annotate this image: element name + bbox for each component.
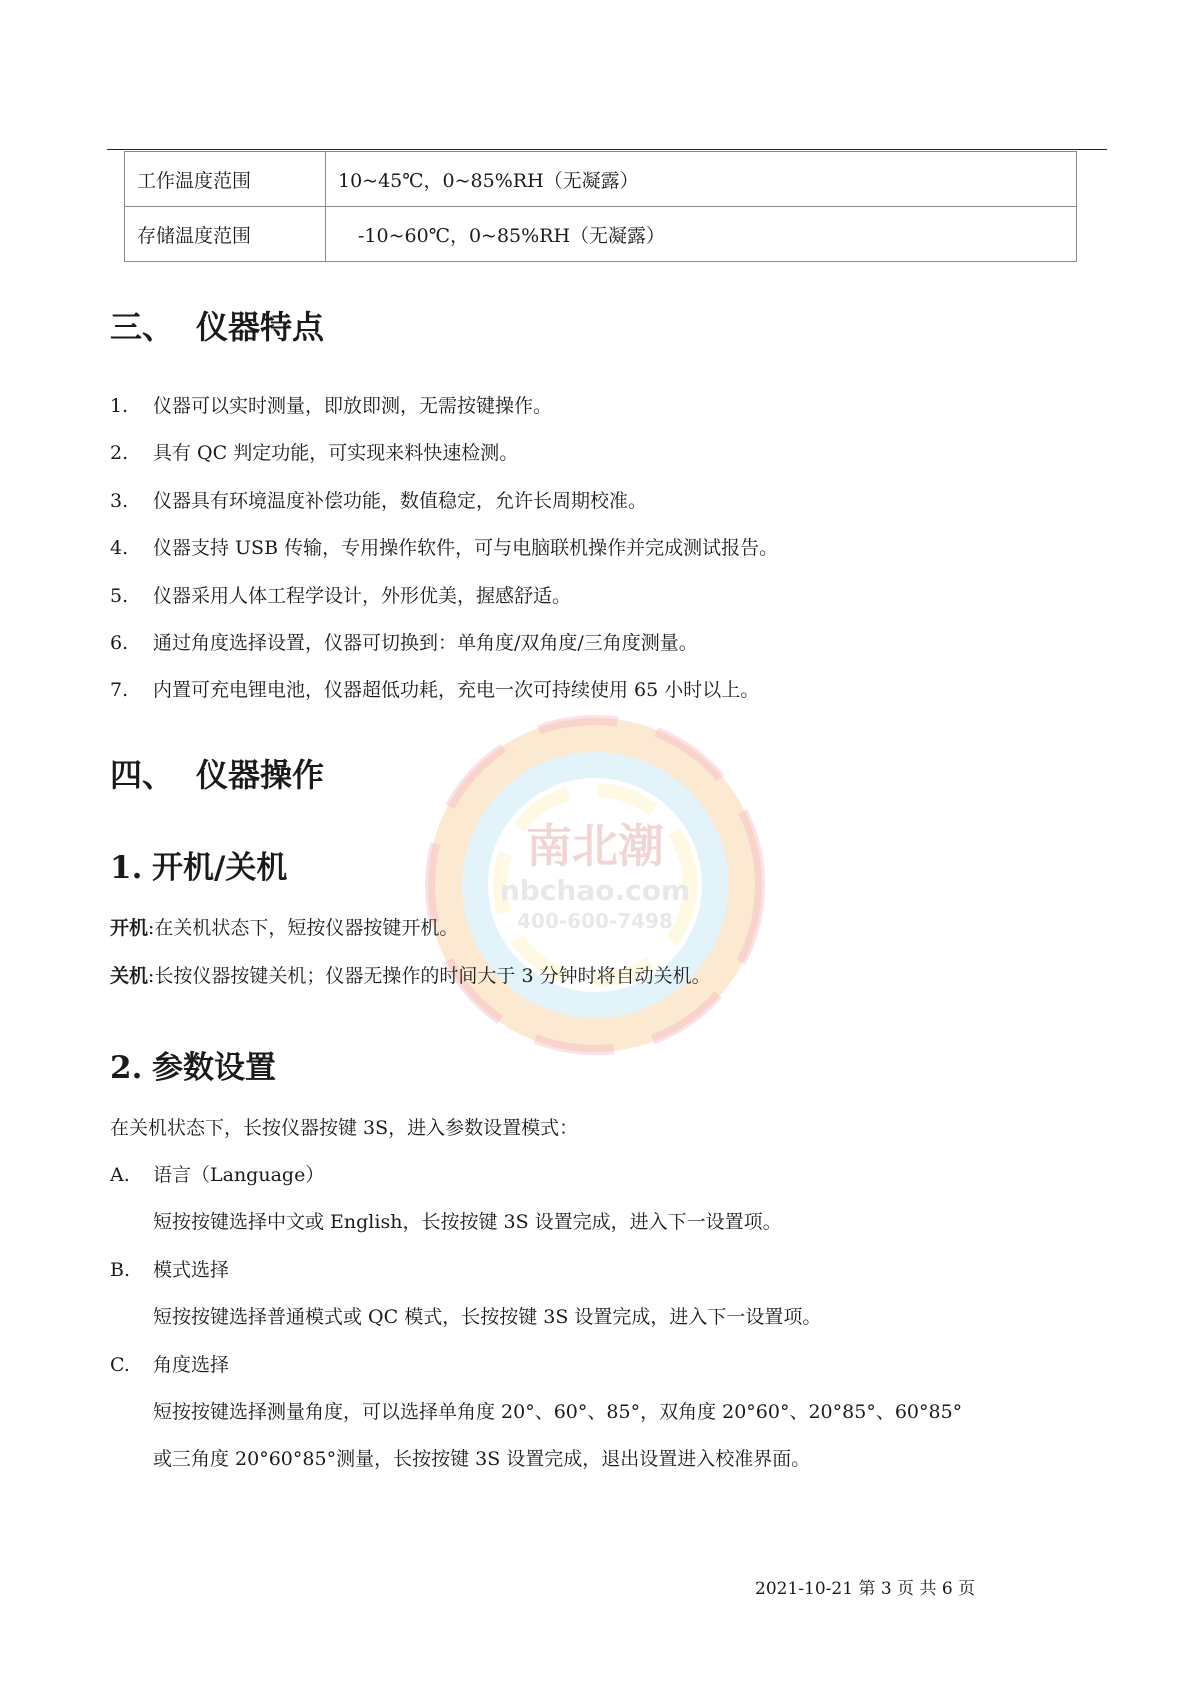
power-on-line [110, 913, 458, 940]
power-off-label: 关机 [110, 965, 149, 987]
param-item-language [110, 1160, 324, 1187]
page-footer: 2021-10-21 第 3 页 共 6 页 [755, 1579, 976, 1599]
param-desc: 短按按键选择中文或 English，长按按键 3S 设置完成，进入下一设置项。 [153, 1211, 782, 1233]
list-item [110, 533, 778, 560]
list-index: 7. [110, 679, 129, 701]
param-title: 语言（Language） [153, 1164, 325, 1186]
list-text: 仪器可以实时测量，即放即测，无需按键操作。 [153, 395, 553, 417]
subsection-title: 参数设置 [152, 1050, 276, 1086]
list-index: 2. [110, 442, 129, 464]
power-on-label: 开机 [110, 917, 149, 939]
param-title: 角度选择 [153, 1354, 230, 1376]
list-item [110, 438, 518, 465]
list-index: 3. [110, 490, 129, 512]
list-index: 5. [110, 585, 129, 607]
section-number: 四、 [110, 756, 175, 794]
list-index: 1. [110, 395, 129, 417]
watermark-phone: 400-600-7498 [517, 909, 673, 933]
watermark-logo [395, 690, 795, 1090]
subsection-heading-power [110, 842, 287, 887]
list-item [110, 628, 698, 655]
power-on-text: :在关机状态下，短按仪器按键开机。 [148, 917, 459, 939]
list-index: 6. [110, 632, 129, 654]
spec-value: -10~60℃，0~85%RH（无凝露） [326, 207, 1077, 262]
list-text: 通过角度选择设置，仪器可切换到：单角度/双角度/三角度测量。 [153, 632, 698, 654]
param-item-mode [110, 1255, 229, 1282]
param-item-angle [110, 1350, 229, 1377]
param-desc: 短按按键选择测量角度，可以选择单角度 20°、60°、85°，双角度 20°60°、20°85°、60°85° [153, 1401, 963, 1423]
section-title: 仪器操作 [196, 756, 325, 794]
spec-label: 存储温度范围 [125, 207, 326, 262]
table-row [125, 207, 1077, 262]
list-item [110, 486, 647, 513]
subsection-number: 1. [110, 850, 143, 886]
param-letter: C. [110, 1354, 130, 1376]
spec-table [124, 151, 1077, 262]
list-index: 4. [110, 537, 129, 559]
subsection-title: 开机/关机 [152, 850, 288, 886]
subsection-number: 2. [110, 1050, 143, 1086]
header-rule [107, 149, 1107, 150]
table-row [125, 152, 1077, 207]
watermark-brand-en: nbchao.com [499, 874, 691, 907]
watermark-brand-cn: 南北潮 [526, 819, 664, 873]
spec-label: 工作温度范围 [125, 152, 326, 207]
param-letter: B. [110, 1259, 131, 1281]
section-title: 仪器特点 [196, 308, 325, 346]
spec-value: 10~45℃，0~85%RH（无凝露） [326, 152, 1077, 207]
list-item [110, 581, 571, 608]
list-text: 仪器采用人体工程学设计，外形优美，握感舒适。 [153, 585, 572, 607]
section-heading-operation [110, 750, 324, 796]
power-off-text: :长按仪器按键关机；仪器无操作的时间大于 3 分钟时将自动关机。 [148, 965, 711, 987]
param-desc: 短按按键选择普通模式或 QC 模式，长按按键 3S 设置完成，进入下一设置项。 [153, 1306, 822, 1328]
list-text: 内置可充电锂电池，仪器超低功耗，充电一次可持续使用 65 小时以上。 [153, 679, 760, 701]
power-off-line [110, 961, 711, 988]
section-heading-features [110, 302, 324, 348]
list-item [110, 391, 552, 418]
param-desc: 或三角度 20°60°85°测量，长按按键 3S 设置完成，退出设置进入校准界面。 [153, 1448, 811, 1470]
section-number: 三、 [110, 308, 175, 346]
param-title: 模式选择 [153, 1259, 230, 1281]
list-text: 仪器具有环境温度补偿功能，数值稳定，允许长周期校准。 [153, 490, 648, 512]
subsection-heading-params [110, 1042, 276, 1087]
params-intro: 在关机状态下，长按仪器按键 3S，进入参数设置模式： [110, 1117, 579, 1139]
list-text: 仪器支持 USB 传输，专用操作软件，可与电脑联机操作并完成测试报告。 [153, 537, 779, 559]
param-letter: A. [110, 1164, 130, 1186]
list-text: 具有 QC 判定功能，可实现来料快速检测。 [153, 442, 519, 464]
